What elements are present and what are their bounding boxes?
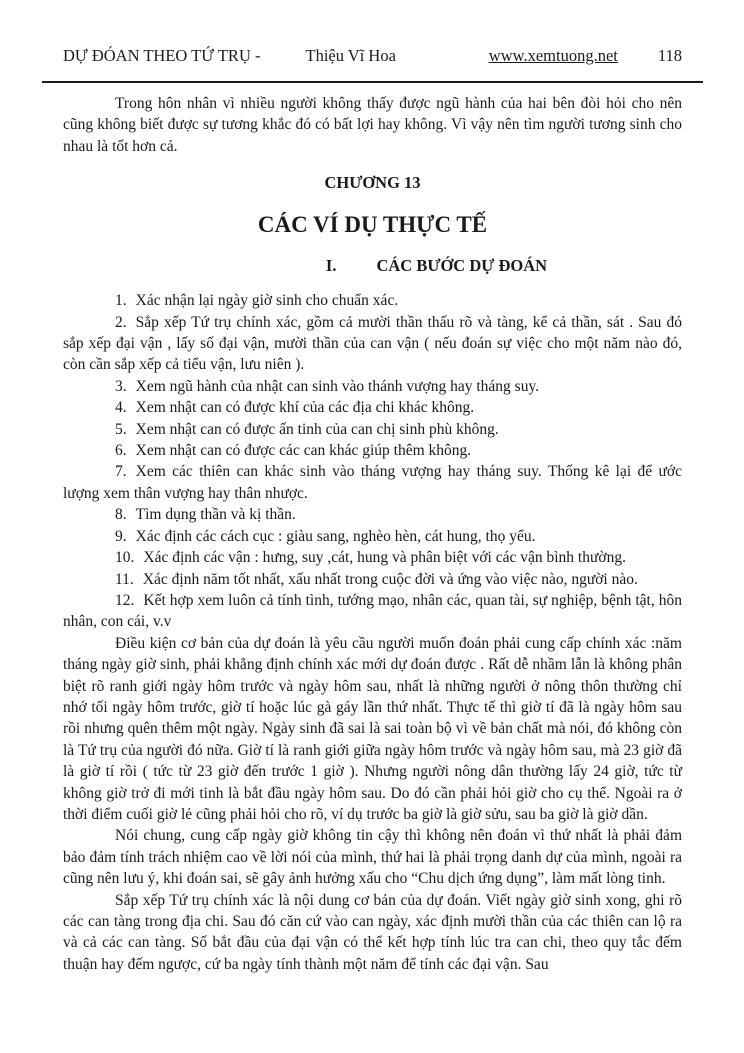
step-text: Xem nhật can có được khí của các địa chi khác không. (135, 399, 475, 417)
step-text: Xem ngũ hành của nhật can sinh vào thánh vượng hay tháng suy. (135, 377, 540, 395)
step-number: 8. (115, 506, 127, 524)
step-item (63, 569, 682, 590)
step-item (63, 419, 682, 440)
step-text: Xác định các vận : hưng, suy ,cát, hung và phân biệt với các vận bình thường. (143, 549, 626, 567)
step-item (63, 290, 682, 311)
step-number: 7. (115, 463, 127, 481)
step-item (63, 440, 682, 461)
step-number: 12. (115, 591, 135, 609)
page-number: 118 (657, 46, 682, 65)
step-number: 6. (115, 442, 127, 460)
body-paragraph: Điều kiện cơ bản của dự đoán là yêu cầu người muốn đoán phải cung cấp chính xác :năm tháng ngày giờ sinh, phải khẳng định chính xác mới dự đoán được . Rất dễ nhầm lẫn là không phân biệt rõ ranh giới ngày hôm trước và ngày hôm sau, nhất là những người ở nông thôn thường chỉ nhớ tối ngày hôm trước, giờ tí hoặc lúc gà gáy lần thứ nhất. Thực tế thì giờ tí đã là ngày hôm sau rồi nhưng quên thêm một ngày. Ngày sinh đã sai là sai toàn bộ vì về bản chất mà nói, đó không còn là Tứ trụ của người đó nữa. Giờ tí là ranh giới giữa ngày hôm trước và ngày hôm sau, mà 23 giờ đã là giờ tí rồi ( tức từ 23 giờ đến trước 1 giờ ). Nhưng người nông dân thường lấy 24 giờ, tức từ không giờ trở đi mới tinh là bắt đầu ngày hôm sau. Do đó cần phải hỏi giờ cho cụ thể. Ngoài ra ở thời điểm cuối giờ lẻ cũng phải hỏi cho rõ, ví dụ trước ba giờ là giờ sửu, sau ba giờ là giờ dần. (63, 634, 682, 823)
step-item (63, 590, 682, 633)
book-title: DỰ ĐÓAN THEO TỨ TRỤ - (63, 46, 261, 65)
step-item (63, 526, 682, 547)
step-text: Tìm dụng thần và kị thần. (135, 506, 296, 524)
author-name: Thiệu Vĩ Hoa (305, 46, 396, 65)
website-link[interactable]: www.xemtuong.net (488, 46, 618, 65)
step-text: Xác định các cách cục : giàu sang, nghèo hèn, cát hung, thọ yểu. (135, 527, 536, 545)
step-text: Xác nhận lại ngày giờ sinh cho chuẩn xác. (135, 292, 399, 310)
step-number: 10. (115, 549, 135, 567)
step-number: 3. (115, 377, 127, 395)
step-number: 5. (115, 420, 127, 438)
step-text: Sắp xếp Tứ trụ chính xác, gồm cả mười thần thấu rõ và tàng, kể cả thần, sát . Sau đó sắp xếp đại vận , lấy số đại vận, mười thần của can vận ( nếu đoán sự việc cho một năm nào đó, còn cần sắp xếp cả tiểu vận, lưu niên ). (63, 313, 682, 374)
section-heading (127, 255, 744, 276)
chapter-label: CHƯƠNG 13 (324, 173, 421, 193)
step-number: 11. (115, 570, 134, 588)
step-number: 1. (115, 292, 127, 310)
step-text: Xác định năm tốt nhất, xấu nhất trong cuộc đời và ứng vào việc nào, người nào. (142, 570, 638, 588)
step-item (63, 376, 682, 397)
section-number: I. (325, 256, 337, 276)
step-number: 9. (115, 527, 127, 545)
body-paragraph: Sắp xếp Tứ trụ chính xác là nội dung cơ bản của dự đoán. Viết ngày giờ sinh xong, ghi rõ các can tàng trong địa chi. Sau đó căn cứ vào can ngày, xác định mười thần của các thiên can lộ ra và cả các can tàng. Số bắt đầu của đại vận có thể kết hợp tính lúc tra can chi, theo quy tắc đếm thuận hay đếm ngược, cứ ba ngày tính thành một năm để tính các đại vận. Sau (63, 891, 682, 973)
section-title: CÁC BƯỚC DỰ ĐOÁN (376, 256, 548, 276)
step-text: Xem các thiên can khác sinh vào tháng vượng hay tháng suy. Thống kê lại để ước lượng xem thân vượng hay thân nhược. (63, 463, 682, 502)
step-item (63, 504, 682, 525)
step-item (63, 397, 682, 418)
chapter-title: CÁC VÍ DỤ THỰC TẾ (257, 212, 488, 238)
intro-paragraph: Trong hôn nhân vì nhiều người không thấy được ngũ hành của hai bên đòi hỏi cho nên cũng không biết được sự tương khắc đó có bất lợi hay không. Vì vậy nên tìm người tương sinh cho nhau là tốt hơn cả. (63, 95, 682, 155)
body-paragraph: Nói chung, cung cấp ngày giờ không tin cậy thì không nên đoán vì thứ nhất là phải đảm bảo đảm tính trách nhiệm cao về lời nói của mình, thứ hai là phải trọng danh dự của mình, ngoài ra cũng nên lưu ý, khi đoán sai, sẽ gây ảnh hưởng xấu cho “Chu dịch ứng dụng”, làm mất lòng tinh. (63, 827, 682, 888)
step-text: Xem nhật can có được ấn tinh của can chị sinh phù không. (135, 420, 499, 438)
step-text: Kết hợp xem luôn cả tính tình, tướng mạo, nhân các, quan tài, sự nghiệp, bệnh tật, hôn nhân, con cái, v.v (63, 591, 682, 631)
step-number: 4. (115, 399, 127, 417)
page-header (63, 46, 682, 66)
header-divider (42, 81, 703, 83)
step-number: 2. (115, 313, 127, 331)
step-item (63, 461, 682, 504)
page-body (63, 93, 682, 975)
step-item (63, 312, 682, 376)
step-text: Xem nhật can có được các can khác giúp thêm không. (135, 442, 472, 460)
step-item (63, 547, 682, 568)
